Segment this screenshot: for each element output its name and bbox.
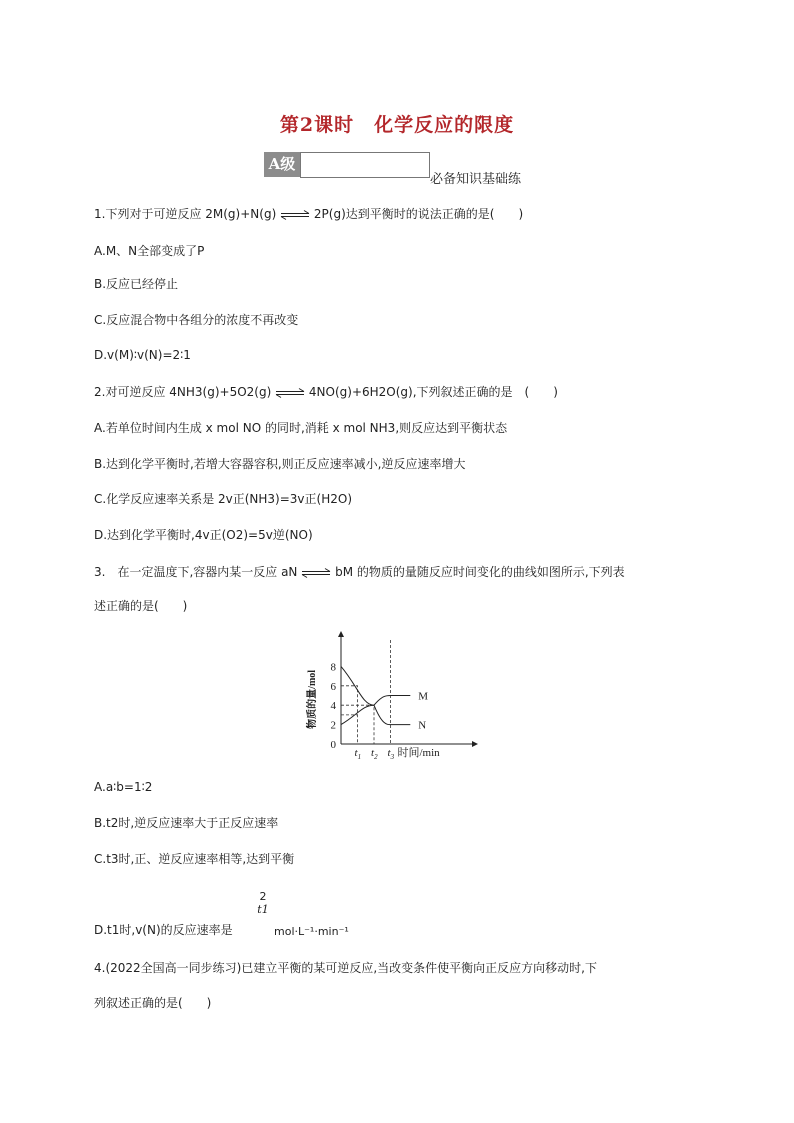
y-tick-label: 6	[330, 680, 336, 693]
y-axis-arrow	[338, 631, 344, 637]
series-label-M: M	[418, 690, 429, 703]
reversible-arrow-icon	[301, 568, 331, 578]
x-axis-arrow	[472, 741, 478, 747]
q1-option-b: B.反应已经停止	[94, 277, 179, 291]
page-title: 第2课时 化学反应的限度	[279, 114, 515, 136]
q2-stem-part-2: 4NO(g)+6H2O(g),下列叙述正确的是 ( )	[308, 385, 558, 399]
level-badge: A级	[264, 152, 300, 177]
q3-option-d-text: D.t1时,v(N)的反应速率是	[94, 923, 233, 937]
question-4-line-1: 4.(2022全国高一同步练习)已建立平衡的某可逆反应,当改变条件使平衡向正反应方向移动时,下	[94, 961, 597, 975]
reversible-arrow-icon	[280, 210, 310, 220]
y-tick-label: 0	[330, 739, 336, 751]
q3-option-c: C.t3时,正、逆反应速率相等,达到平衡	[94, 852, 295, 866]
question-2-stem	[94, 384, 558, 400]
x-axis-label: 时间/min	[397, 747, 440, 759]
y-axis-label: 物质的量/mol	[307, 669, 318, 729]
q3-option-b: B.t2时,逆反应速率大于正反应速率	[94, 816, 279, 830]
q1-option-a: A.M、N全部变成了P	[94, 244, 205, 258]
series-label-N: N	[418, 719, 427, 732]
x-tick-label: $t_1$	[354, 747, 362, 761]
q1-stem-part-2: 2P(g)达到平衡时的说法正确的是( )	[313, 207, 524, 221]
y-tick-label: 4	[330, 700, 336, 713]
question-1-stem	[94, 206, 523, 222]
x-tick-label: $t_3$	[387, 747, 395, 761]
fraction-2-over-t1	[256, 890, 270, 916]
q3-option-d-unit: mol·L⁻¹·min⁻¹	[274, 925, 349, 938]
mole-time-chart	[300, 628, 500, 763]
y-tick-label: 8	[330, 661, 336, 674]
q3-stem-part-3: 述正确的是( )	[94, 599, 188, 613]
q3-stem-part-2: bM 的物质的量随反应时间变化的曲线如图所示,下列表	[335, 565, 625, 579]
q2-option-b: B.达到化学平衡时,若增大容器容积,则正反应速率减小,逆反应速率增大	[94, 457, 466, 471]
reversible-arrow-icon	[275, 388, 305, 398]
q2-option-d: D.达到化学平衡时,4v正(O2)=5v逆(NO)	[94, 528, 313, 542]
q2-stem-part-1: 2.对可逆反应 4NH3(g)+5O2(g)	[94, 385, 272, 399]
y-tick-label: 2	[330, 719, 336, 732]
q3-option-d	[94, 922, 233, 938]
question-4-line-2: 列叙述正确的是( )	[94, 996, 212, 1010]
x-tick-label: $t_2$	[371, 747, 378, 761]
section-caption: 必备知识基础练	[430, 172, 522, 187]
q2-option-a: A.若单位时间内生成 x mol NO 的同时,消耗 x mol NH3,则反应达到平衡状态	[94, 421, 508, 435]
q2-option-c: C.化学反应速率关系是 2v正(NH3)=3v正(H2O)	[94, 492, 353, 506]
q3-stem-part-1: 3. 在一定温度下,容器内某一反应 aN	[94, 565, 298, 579]
q1-option-d: D.v(M)∶v(N)=2∶1	[94, 348, 191, 362]
q3-option-a: A.a∶b=1∶2	[94, 780, 153, 794]
q1-option-c: C.反应混合物中各组分的浓度不再改变	[94, 313, 299, 327]
badge-blank-field	[300, 152, 430, 178]
fraction-numerator: 2	[259, 890, 267, 903]
question-3-stem	[94, 564, 625, 580]
q1-stem-part-1: 1.下列对于可逆反应 2M(g)+N(g)	[94, 207, 277, 221]
fraction-denominator: t1	[257, 903, 269, 916]
